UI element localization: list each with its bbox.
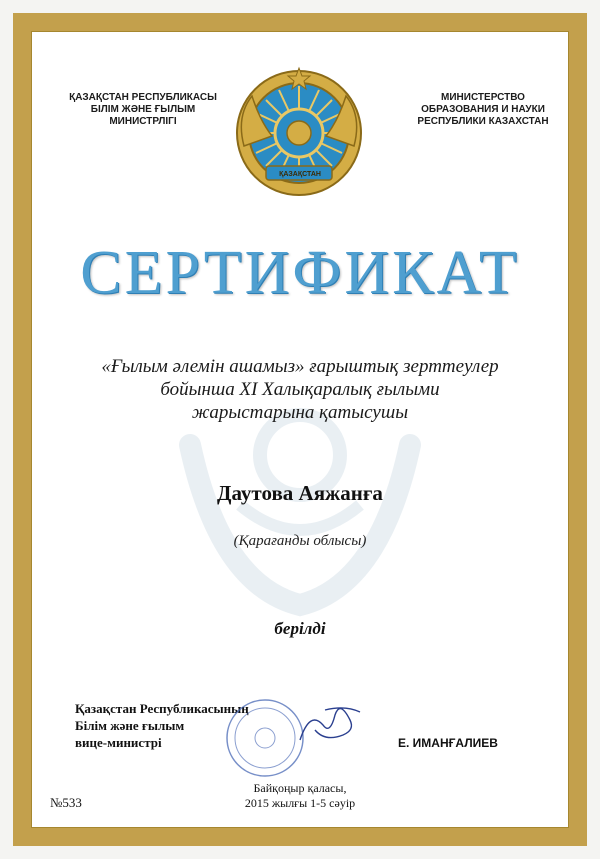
ministry-ru-line: МИНИСТЕРСТВО <box>441 92 525 103</box>
emblem-caption: ҚАЗАҚСТАН <box>279 171 321 178</box>
ministry-kz-line: ҚАЗАҚСТАН РЕСПУБЛИКАСЫ <box>69 92 217 103</box>
state-emblem-icon <box>232 66 366 200</box>
ministry-kz-header <box>58 92 228 128</box>
official-line: Қазақстан Республикасының <box>75 701 249 716</box>
ministry-kz-line: БІЛІМ ЖӘНЕ ҒЫЛЫМ <box>90 104 196 115</box>
certificate-number: №533 <box>50 795 82 810</box>
recipient-region: (Қарағанды облысы) <box>233 533 367 549</box>
signature-icon <box>295 690 365 760</box>
ministry-kz-line: МИНИСТРЛІГІ <box>109 116 177 127</box>
ministry-ru-line: РЕСПУБЛИКИ КАЗАХСТАН <box>417 116 549 127</box>
event-line: бойынша XI Халықаралық ғылыми <box>160 379 440 400</box>
awarded-text: берілді <box>274 619 326 638</box>
event-line: жарыстарына қатысушы <box>191 402 409 423</box>
event-line: «Ғылым әлемін ашамыз» ғарыштық зерттеулер <box>101 356 499 377</box>
place-line: Байқоңыр қаласы, <box>253 781 347 795</box>
official-line: вице-министрі <box>75 735 162 750</box>
place-date <box>180 781 420 811</box>
event-description <box>70 355 530 424</box>
ministry-ru-line: ОБРАЗОВАНИЯ И НАУКИ <box>421 104 545 115</box>
date-line: 2015 жылғы 1-5 сәуір <box>244 796 356 810</box>
signer-name: Е. ИМАНҒАЛИЕВ <box>398 736 498 750</box>
official-line: Білім және ғылым <box>75 718 185 733</box>
certificate-title: СЕРТИФИКАТ <box>80 239 520 307</box>
recipient-name: Даутова Аяжанға <box>217 481 383 505</box>
ministry-ru-header <box>398 92 568 128</box>
